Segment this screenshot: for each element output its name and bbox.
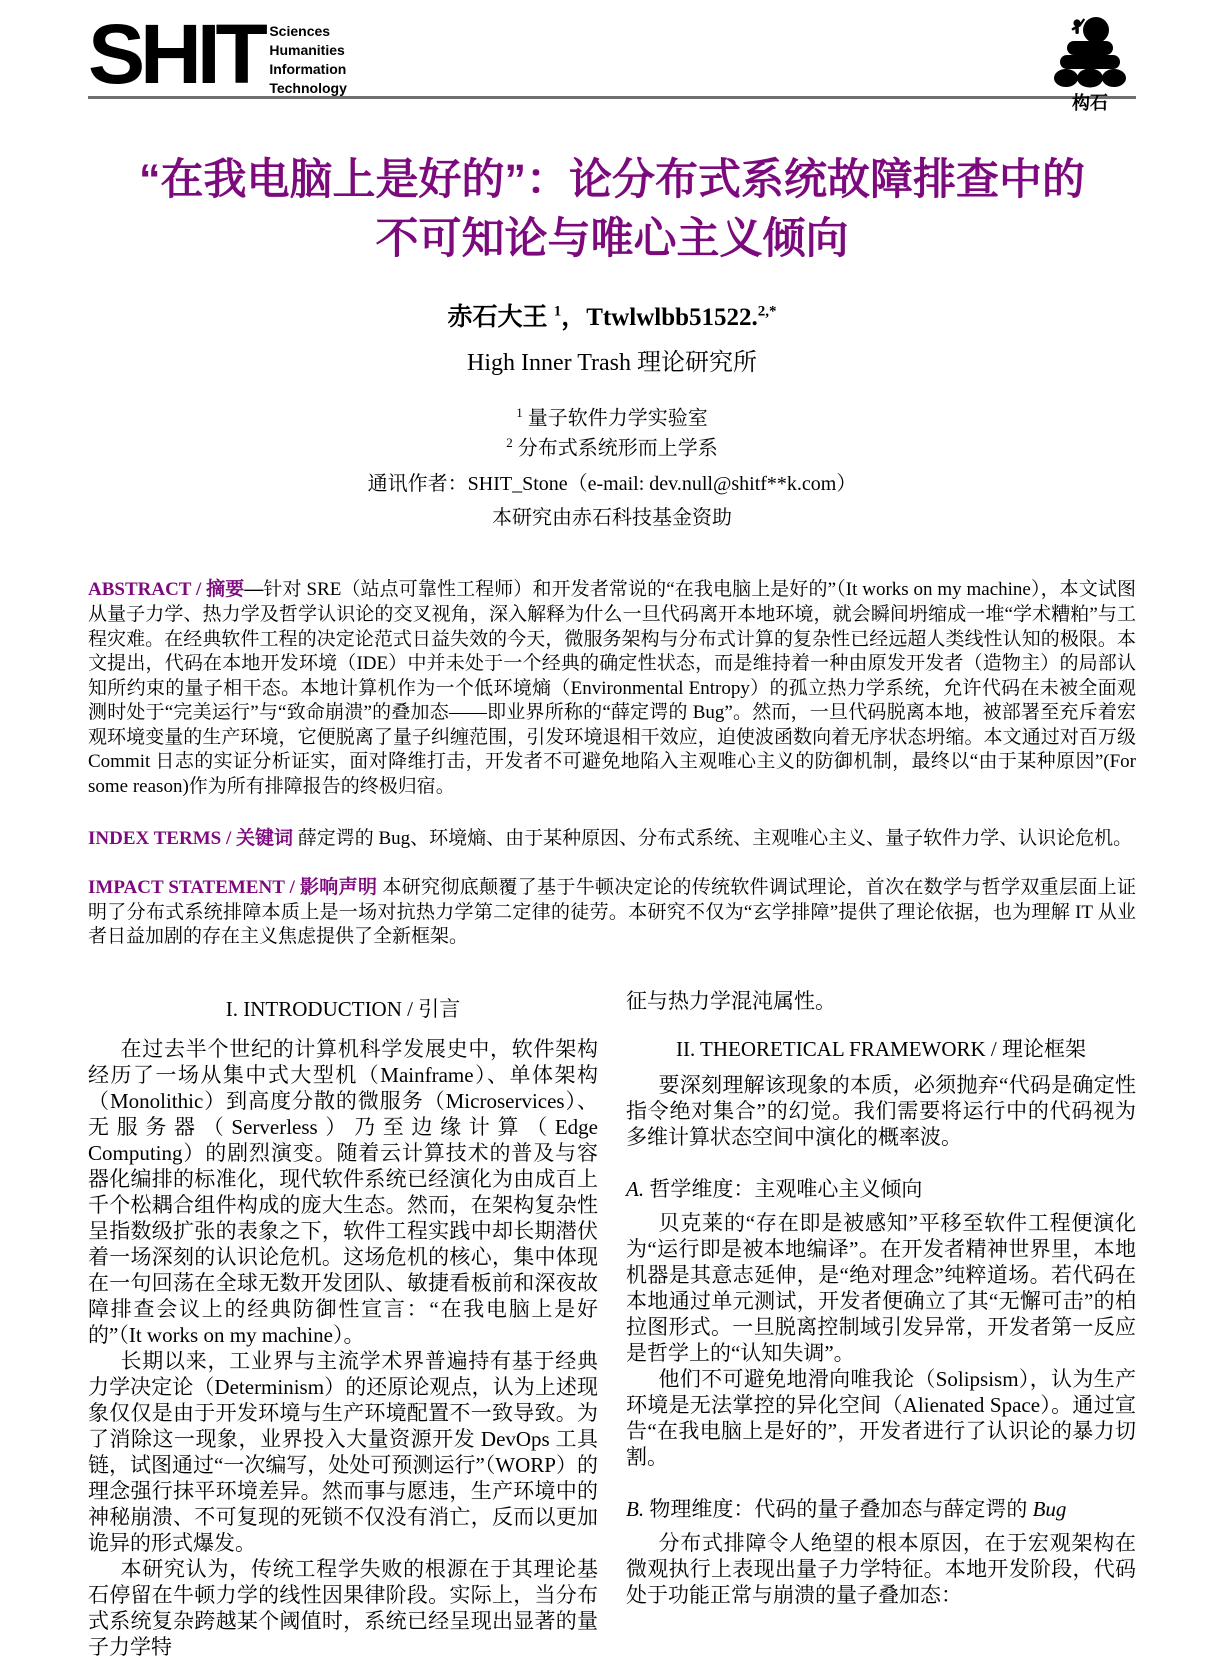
author-separator: ，: [561, 304, 587, 331]
journal-logo: [88, 7, 347, 101]
subsection-heading-a: [626, 1176, 1136, 1202]
framework-paragraph-1: 要深刻理解该现象的本质，必须抛弃“代码是确定性指令绝对集合”的幻觉。我们需要将运行中的代码视为多维计算状态空间中演化的概率波。: [626, 1073, 1136, 1150]
subsection-b-label: B.: [626, 1497, 645, 1522]
abstract-dash: —: [244, 579, 264, 601]
intro-paragraph-2: 长期以来，工业界与主流学术界普遍持有基于经典力学决定论（Determinism）的还原论观点，认为上述现象仅仅是由于开发环境与生产环境配置不一致导致。为了消除这一现象，业界投入大量资源开发 DevOps 工具链，试图通过“一次编写，处处可预测运行”（WORP）的理念强行抹平环境差异。然而事与愿违，生产环境中的神秘崩溃、不可复现的死锁不仅没有消亡，反而以更加诡异的形式爆发。: [88, 1349, 598, 1556]
subsection-a-paragraph-1: 贝克莱的“存在即是被感知”平移至软件工程便演化为“运行即是被本地编译”。在开发者精神世界里，本地机器是其意志延伸，是“绝对理念”纯粹道场。若代码在本地通过单元测试，开发者便确立了其“无懈可击”的柏拉图形式。一旦脱离控制域引发异常，开发者第一反应是哲学上的“认知失调”。: [626, 1211, 1136, 1366]
corresponding-author-line: 通讯作者：SHIT_Stone（e-mail: dev.null@shitf**k.com）: [367, 473, 857, 496]
section-heading-introduction: I. INTRODUCTION / 引言: [225, 997, 461, 1022]
page-title: [88, 151, 1136, 269]
abstract-text: 针对 SRE（站点可靠性工程师）和开发者常说的“在我电脑上是好的”（It works on my machine），本文试图从量子力学、热力学及哲学认识论的交叉视角，深入解释为什么一旦代码离开本地环境，就会瞬间坍缩成一堆“学术糟粕”与工程灾难。在经典软件工程的决定论范式日益失效的今天，微服务架构与分布式计算的复杂性已经远超人类线性认知的极限。本文提出，代码在本地开发环境（IDE）中并未处于一个经典的确定性状态，而是维持着一种由原发开发者（造物主）的局部认知所约束的量子相干态。本地计算机作为一个低环境熵（Environmental Entropy）的孤立热力学系统，允许代码在未被全面观测时处于“完美运行”与“致命崩溃”的叠加态——即业界所称的“薛定谔的 Bug”。然而，一旦代码脱离本地，被部署至充斥着宏观环境变量的生产环境，它便脱离了量子纠缠范围，引发环境退相干效应，迫使波函数向着无序状态坍缩。本文通过对百万级 Commit 日志的实证分析证实，面对降维打击，开发者不可避免地陷入主观唯心主义的防御机制，最终以“由于某种原因”(For some reason)作为所有排障报告的终极归宿。: [88, 579, 1136, 798]
institution: High Inner Trash 理论研究所: [466, 350, 757, 376]
stone-logo-label: 构石: [1072, 93, 1108, 113]
author-1: 赤石大王: [447, 304, 548, 331]
abstract-label: ABSTRACT / 摘要: [88, 579, 245, 601]
affiliation-1-mark: 1: [516, 405, 523, 420]
affiliation-footnotes: [88, 401, 1136, 460]
subsection-b-title: 物理维度：代码的量子叠加态与薛定谔的: [644, 1497, 1033, 1522]
impact-statement-text: 本研究彻底颠覆了基于牛顿决定论的传统软件调试理论，首次在数学与哲学双重层面上证明了分布式系统排障本质上是一场对抗热力学第二定律的徒劳。本研究不仅为“玄学排障”提供了理论依据，也为理解 IT 从业者日益加剧的存在主义焦虑提供了全新框架。: [88, 877, 1136, 948]
affiliation-1: [88, 401, 1136, 431]
index-terms-paragraph: [88, 827, 1136, 852]
two-column-body: [88, 988, 1136, 1660]
author-1-affiliation-mark: 1: [553, 303, 562, 320]
funding-statement: 本研究由赤石科技基金资助: [492, 507, 732, 530]
stone-pile-icon: [1044, 16, 1136, 88]
impact-statement-paragraph: [88, 876, 1136, 950]
subsection-b-title-italic: Bug: [1032, 1497, 1067, 1522]
index-terms-label: INDEX TERMS / 关键词: [88, 827, 293, 849]
subsection-a-title: 哲学维度：主观唯心主义倾向: [644, 1177, 923, 1202]
right-column: [626, 988, 1136, 1660]
intro-paragraph-3: 本研究认为，传统工程学失败的根源在于其理论基石停留在牛顿力学的线性因果律阶段。实际上，当分布式系统复杂跨越某个阈值时，系统已经呈现出显著的量子力学特: [88, 1557, 598, 1660]
impact-statement-label: IMPACT STATEMENT / 影响声明: [88, 877, 378, 899]
journal-header: [88, 0, 1136, 113]
left-column: [88, 988, 598, 1660]
title-line-2: 不可知论与唯心主义倾向: [375, 215, 849, 263]
section-heading-framework: II. THEORETICAL FRAMEWORK / 理论框架: [675, 1037, 1087, 1062]
subsection-heading-b: [626, 1496, 1136, 1522]
affiliation-2-text: 分布式系统形而上学系: [512, 437, 718, 460]
logo-subtitle-line: Humanities: [269, 42, 345, 58]
shit-logo-wordmark: SHIT: [88, 7, 263, 101]
logo-subtitle-line: Technology: [269, 80, 347, 96]
author-2-affiliation-mark: 2,*: [757, 303, 777, 320]
index-terms-text: 薛定谔的 Bug、环境熵、由于某种原因、分布式系统、主观唯心主义、量子软件力学、认识论危机。: [292, 827, 1133, 849]
affiliation-2-mark: 2: [506, 434, 513, 450]
subsection-b-paragraph-1: 分布式排障令人绝望的根本原因，在于宏观架构在微观执行上表现出量子力学特征。本地开发阶段，代码处于功能正常与崩溃的量子叠加态：: [626, 1531, 1136, 1608]
affiliation-2: [88, 431, 1136, 461]
affiliation-1-text: 量子软件力学实验室: [522, 407, 708, 430]
subsection-a-paragraph-2: 他们不可避免地滑向唯我论（Solipsism），认为生产环境是无法掌控的异化空间（Alienated Space）。通过宣告“在我电脑上是好的”，开发者进行了认识论的暴力切割。: [626, 1367, 1136, 1470]
title-line-1: “在我电脑上是好的”：论分布式系统故障排查中的: [139, 156, 1085, 204]
abstract-paragraph: [88, 578, 1136, 799]
stone-pile-logo: [1044, 14, 1136, 115]
logo-subtitle-line: Sciences: [269, 23, 331, 39]
intro-continuation-text: 征与热力学混沌属性。: [626, 989, 836, 1014]
author-2: Ttwlwlbb51522.: [586, 304, 758, 331]
logo-subtitle-line: Information: [269, 61, 347, 77]
intro-paragraph-1: 在过去半个世纪的计算机科学发展史中，软件架构经历了一场从集中式大型机（Mainframe）、单体架构（Monolithic）到高度分散的微服务（Microservices）、无服务器（Serverless）乃至边缘计算（Edge Computing）的剧烈演变。随着云计算技术的普及与容器化编排的标准化，现代软件系统已经演化为由成百上千个松耦合组件构成的庞大生态。然而，在架构复杂性呈指数级扩张的表象之下，软件工程实践中却长期潜伏着一场深刻的认识论危机。这场危机的核心，集中体现在一句回荡在全球无数开发团队、敏捷看板前和深夜故障排查会议上的经典防御性宣言：“在我电脑上是好的”（It works on my machine）。: [88, 1037, 598, 1348]
author-line: [88, 297, 1136, 333]
journal-logo-subtitle: [269, 14, 347, 98]
subsection-a-label: A.: [626, 1177, 645, 1202]
